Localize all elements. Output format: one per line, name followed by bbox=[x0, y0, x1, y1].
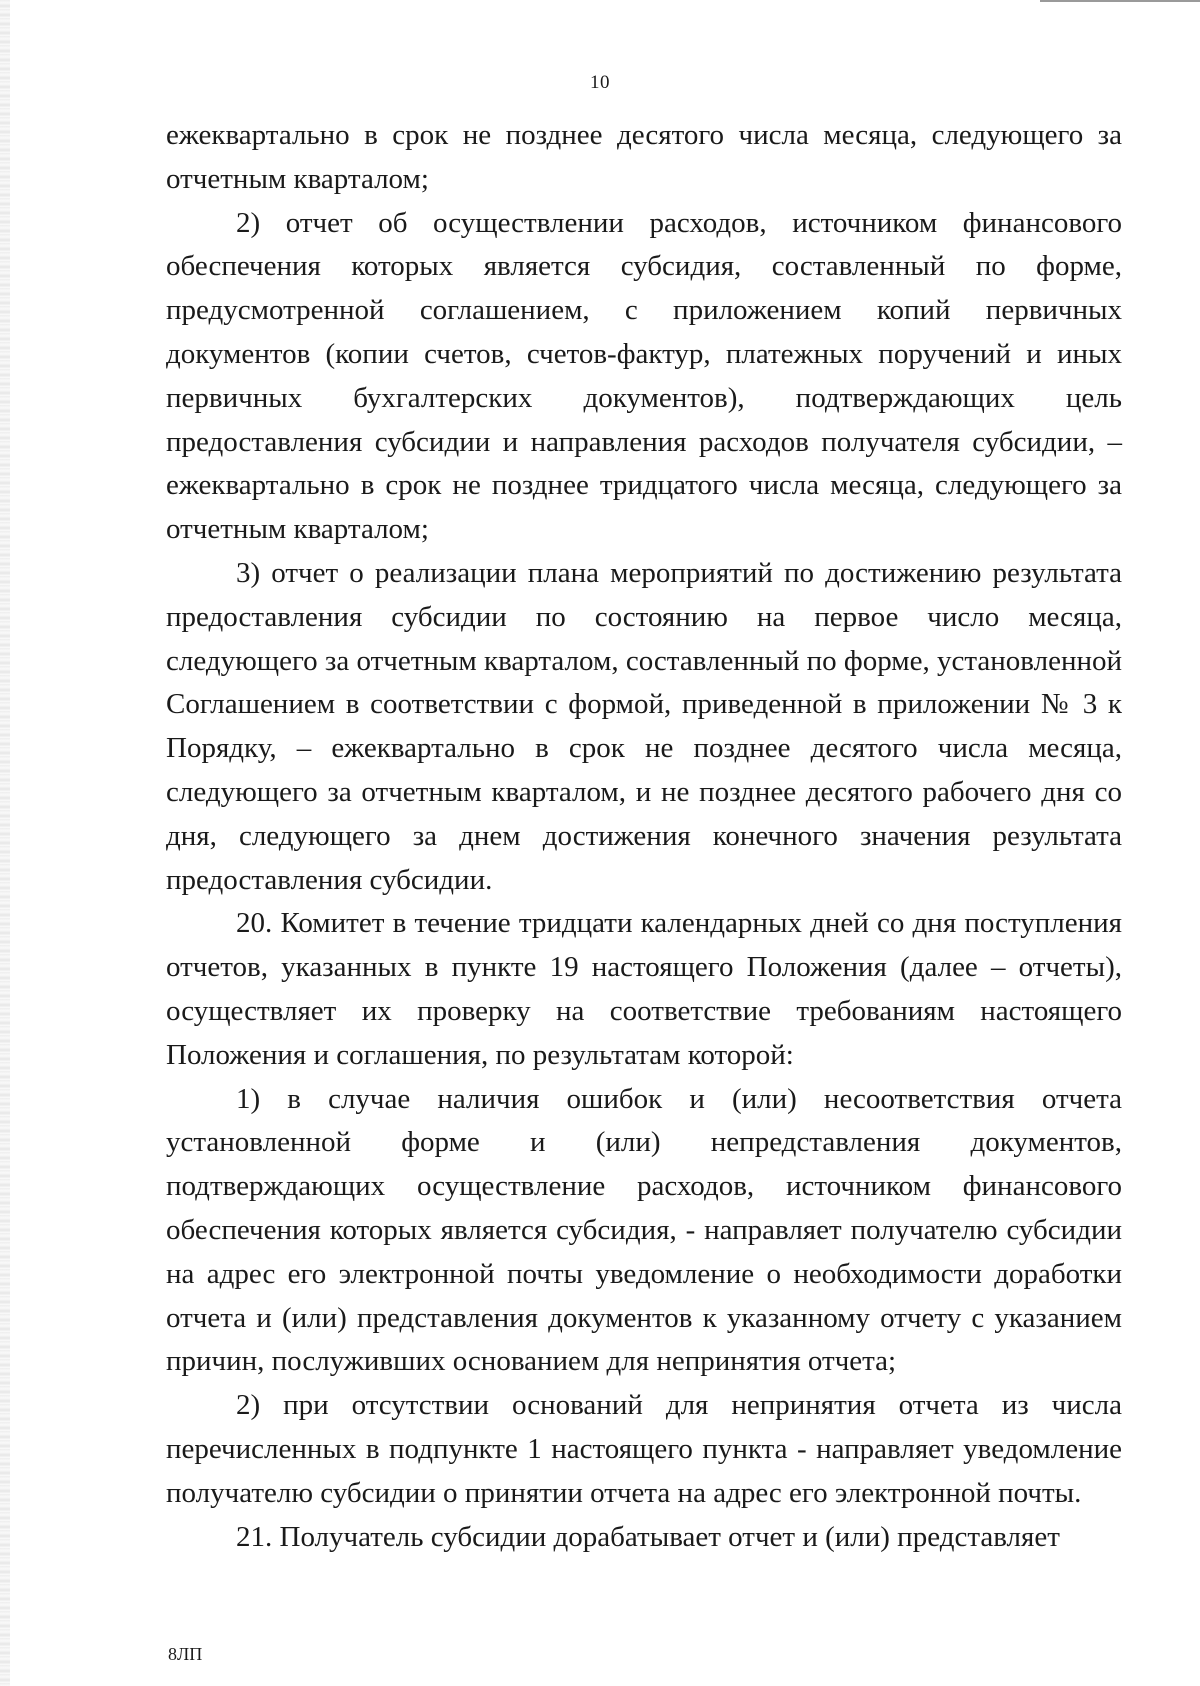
paragraph-5: 1) в случае наличия ошибок и (или) несоответствия отчета установленной форме и (или) непредставления документов, подтверждающих осуществление расходов, источником финансового обеспечения которых является субсидия, - направляет получателю субсидии на адрес его электронной почты уведомление о необходимости доработки отчета и (или) представления документов к указанному отчету с указанием причин, послуживших основанием для непринятия отчета; bbox=[166, 1082, 1122, 1378]
paragraph-3: 3) отчет о реализации плана мероприятий по достижению результата предоставления субсидии по состоянию на первое число месяца, следующего за отчетным кварталом, составленный по форме, установленной Соглашением в соответствии с формой, приведенной в приложении № 3 к Порядку, – ежеквартально в срок не позднее десятого числа месяца, следующего за отчетным кварталом, и не позднее десятого рабочего дня со дня, следующего за днем достижения конечного значения результата предоставления субсидии. bbox=[166, 556, 1122, 896]
paragraph-4: 20. Комитет в течение тридцати календарных дней со дня поступления отчетов, указанных в пункте 19 настоящего Положения (далее – отчеты), осуществляет их проверку на соответствие требованиям настоящего Положения и соглашения, по результатам которой: bbox=[166, 907, 1122, 1071]
document-body bbox=[166, 114, 1122, 1559]
footer-code: 8ЛП bbox=[168, 1644, 203, 1664]
paragraph-7: 21. Получатель субсидии дорабатывает отчет и (или) представляет bbox=[236, 1520, 1060, 1553]
scan-edge-left bbox=[0, 0, 10, 1686]
page-number: 10 bbox=[590, 72, 610, 93]
scan-edge-top bbox=[1040, 0, 1200, 2]
paragraph-6: 2) при отсутствии оснований для непринятия отчета из числа перечисленных в подпункте 1 настоящего пункта - направляет уведомление получателю субсидии о принятии отчета на адрес его электронной почты. bbox=[166, 1389, 1122, 1509]
paragraph-1: ежеквартально в срок не позднее десятого числа месяца, следующего за отчетным кварталом; bbox=[166, 119, 1122, 195]
paragraph-2: 2) отчет об осуществлении расходов, источником финансового обеспечения которых является субсидия, составленный по форме, предусмотренной соглашением, с приложением копий первичных документов (копии счетов, счетов-фактур, платежных поручений и иных первичных бухгалтерских документов), подтверждающих цель предоставления субсидии и направления расходов получателя субсидии, – ежеквартально в срок не позднее тридцатого числа месяца, следующего за отчетным кварталом; bbox=[166, 206, 1122, 546]
